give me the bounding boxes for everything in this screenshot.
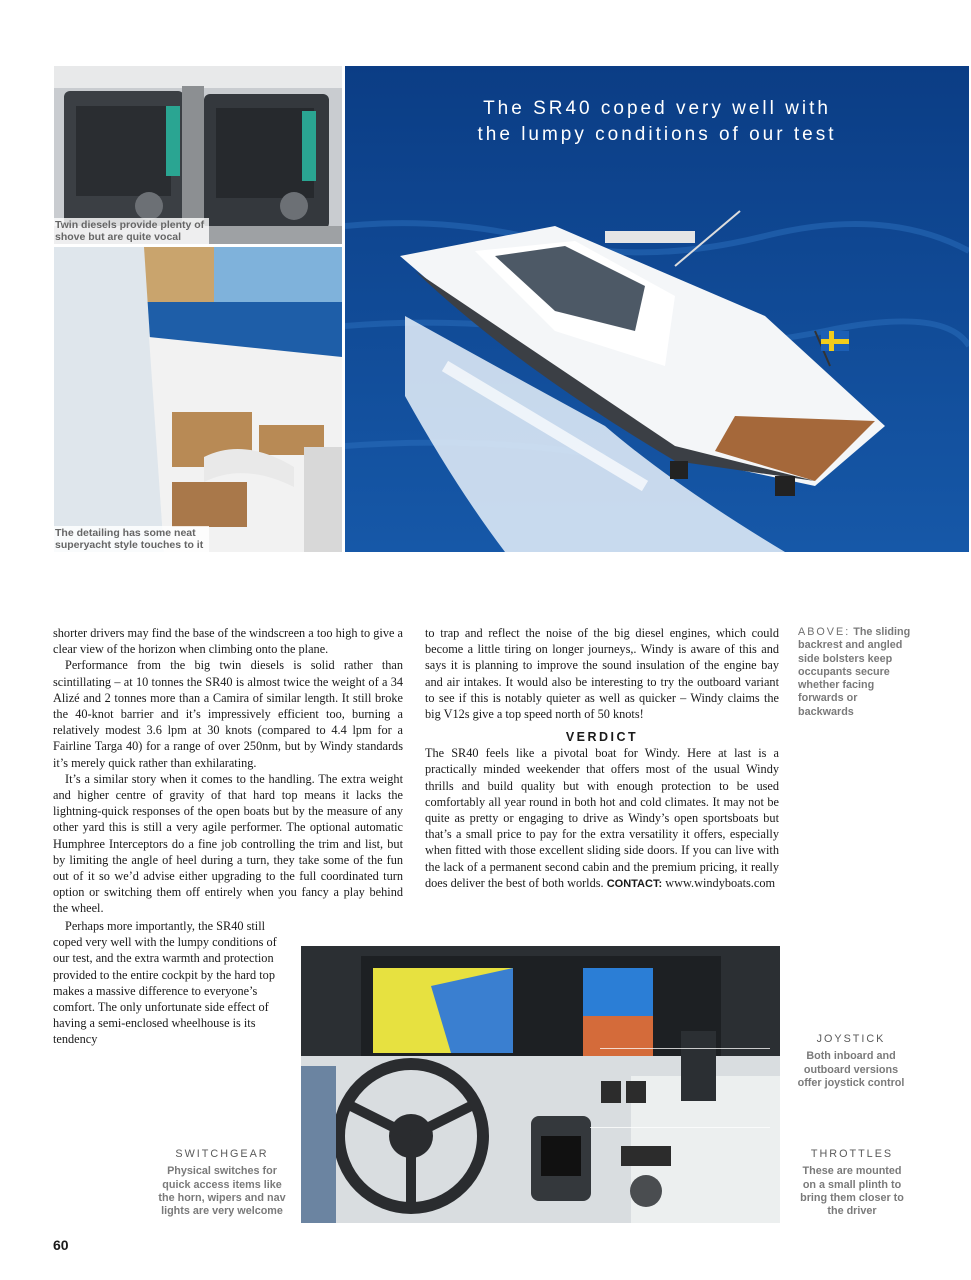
throttles-label: THROTTLES xyxy=(810,1148,894,1160)
switchgear-callout xyxy=(157,1148,287,1218)
column1-paragraph: It’s a similar story when it comes to the handling. The extra weight and higher centre of gravity of that hard top means it lacks the lightning-quick responses of the open boats but by the measure of any other yard this is still a very agile performer. The optional automatic Humphree Interceptors do a fine job controlling the trim and list, but by limiting the angle of heel during a turn, they take some of the fun out of it so we’d advise either upgrading to the full coordinated turn option or switching them off entirely when you fancy a play behind the wheel. xyxy=(53,771,403,916)
verdict-text: The SR40 feels like a pivotal boat for Windy. Here at last is a practically minded weekender that offers most of the usual Windy thrills and build quality but with enough protection to be used comfortably all year round in both hot and cold climates. It may not be quite as pretty or engaging to drive as Windy’s open sportsboats but that’s a small price to pay for the extra versatility it offers, especially when fitted with those excellent sliding side doors. If you can live with the lack of a permanent second cabin and the premium pricing, it really does deliver the best of both worlds. xyxy=(425,746,779,890)
headline-line-2: the lumpy conditions of our test xyxy=(477,124,837,145)
contact-label: CONTACT: xyxy=(606,877,663,890)
body-column-2 xyxy=(425,625,779,892)
main-boat-photo xyxy=(345,66,969,552)
throttles-text: These are mounted on a small plinth to bring them closer to the driver xyxy=(800,1165,904,1218)
engine-bay-photo xyxy=(54,66,342,244)
column1-paragraph: Performance from the big twin diesels is solid rather than scintillating – at 10 tonnes the SR40 is almost twice the weight of a 34 Alizé and 2 tonnes more than a Camira of similar length. It still broke the 40-knot barrier and it’s impressively efficient too, burning a relatively modest 3.6 lpm at 30 knots (compared to 4.4 lpm for a Fairline Targa 40) for a range of over 250nm, but by Windy standards it’s merely quick rather than exhilarating. xyxy=(53,658,403,770)
throttles-callout xyxy=(800,1148,904,1218)
column1-paragraph: Perhaps more importantly, the SR40 still coped very well with the lumpy conditions of our test, and the extra warmth and protection provided to the entire cockpit by the hard top makes a massive difference to everyone’s comfort. The only unfortunate side effect of having a semi-enclosed wheelhouse is its tendency xyxy=(53,919,277,1047)
switchgear-text: Physical switches for quick access items like the horn, wipers and nav lights are very welcome xyxy=(158,1165,286,1218)
helm-photo xyxy=(301,946,780,1223)
headline-line-1: The SR40 coped very well with xyxy=(483,98,831,119)
page-number: 60 xyxy=(53,1237,69,1253)
column2-paragraph: to trap and reflect the noise of the big diesel engines, which could become a little tiring on longer journeys,. Windy is aware of this and says it is planning to improve the sound insulation of the engine bay and air intakes. It would also be interesting to try the outboard variant to see if this is notably quieter as well as quicker – Windy claims the big V12s give a top speed north of 50 knots! xyxy=(425,626,779,722)
cockpit-detail-photo xyxy=(54,247,342,552)
above-text: The sliding backrest and angled side bolsters keep occupants secure whether facing forwards or backwards xyxy=(798,626,911,718)
joystick-callout xyxy=(793,1033,909,1090)
switchgear-label: SWITCHGEAR xyxy=(175,1148,269,1160)
joystick-label: JOYSTICK xyxy=(816,1033,886,1045)
above-label: ABOVE: xyxy=(798,626,851,638)
photo-headline xyxy=(345,96,969,148)
joystick-text: Both inboard and outboard versions offer joystick control xyxy=(797,1050,905,1089)
contact-url: www.windyboats.com xyxy=(665,875,776,890)
joystick-leader-line xyxy=(600,1048,770,1049)
body-column-1 xyxy=(53,625,403,917)
verdict-heading: VERDICT xyxy=(565,730,639,745)
throttles-leader-line xyxy=(590,1127,770,1128)
engine-photo-caption: Twin diesels provide plenty of shove but are quite vocal xyxy=(54,218,209,244)
column1-paragraph: shorter drivers may find the base of the windscreen a too high to give a clear view of the horizon when climbing onto the plane. xyxy=(53,626,403,657)
cockpit-photo-caption: The detailing has some neat superyacht style touches to it xyxy=(54,526,209,552)
verdict-paragraph xyxy=(425,745,779,892)
above-caption xyxy=(798,626,913,719)
body-column-1-wrap xyxy=(53,918,285,1048)
